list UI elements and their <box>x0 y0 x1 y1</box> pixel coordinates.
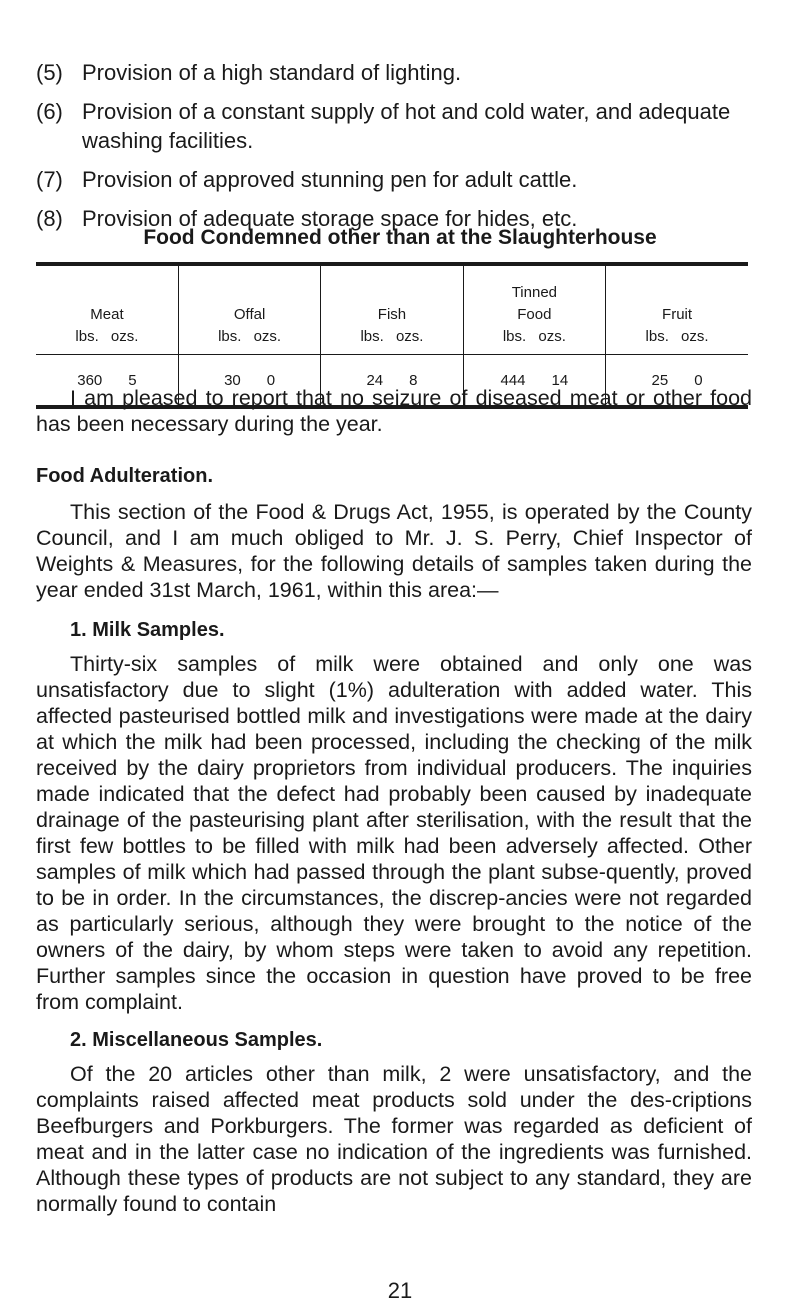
column-unit: lbs. ozs. <box>75 328 139 345</box>
ozs-value: 14 <box>551 371 569 389</box>
column-name: Offal <box>233 306 266 323</box>
lbs-value: 24 <box>366 371 384 389</box>
ozs-value: 5 <box>128 371 137 389</box>
list-item-text: Provision of a high standard of lighting. <box>82 60 462 85</box>
column-header-tinned-food <box>463 266 605 355</box>
table-header-row <box>36 266 748 355</box>
list-item-text: Provision of approved stunning pen for adult cattle. <box>82 167 578 192</box>
food-adulteration-heading: Food Adulteration. <box>36 465 214 487</box>
column-header-meat <box>36 266 178 355</box>
misc-samples-heading: 2. Miscellaneous Samples. <box>70 1029 323 1051</box>
list-item-number: (7) <box>36 167 63 192</box>
provisions-list <box>36 58 776 243</box>
list-item-text: Provision of adequate storage space for hides, etc. <box>82 206 578 231</box>
column-header-fruit <box>606 266 748 355</box>
milk-samples-paragraph: Thirty-six samples of milk were obtained and only one was unsatisfactory due to slight (1%) adulteration with added water. This affected pasteurised bottled milk and investigations were made at the dairy at which the milk had been processed, including the checking of the milk received by the dairy proprietors from individual producers. The inquiries made indicated that the defect had probably been caused by inadequate drainage of the pasteurising plant after sterilisation, with the result that the first few bottles to be filled with milk had been adversely affected. Other samples of milk which had passed through the plant subse-quently, proved to be in order. In the circumstances, the discrep-ancies were not regarded as particularly serious, although they were brought to the notice of the owners of the dairy, by whom steps were taken to avoid any repetition. Further samples since the occasion in question have proved to be free from complaint. <box>36 652 752 1014</box>
list-item <box>36 165 776 194</box>
column-name: Fish <box>377 306 407 323</box>
lbs-value: 444 <box>500 371 526 389</box>
food-adulteration-intro: This section of the Food & Drugs Act, 1955, is operated by the County Council, and I am much obliged to Mr. J. S. Perry, Chief Inspector of Weights & Measures, for the following details of samples taken during the year ended 31st March, 1961, within this area:— <box>36 500 752 602</box>
column-unit: lbs. ozs. <box>645 328 709 345</box>
ozs-value: 0 <box>694 371 703 389</box>
page-number: 21 <box>387 1278 413 1303</box>
food-condemned-heading: Food Condemned other than at the Slaughterhouse <box>143 226 657 249</box>
column-name: Fruit <box>662 306 693 323</box>
list-item-text: Provision of a constant supply of hot and cold water, and adequate washing facilities. <box>82 99 731 153</box>
list-item-number: (5) <box>36 60 63 85</box>
lbs-value: 360 <box>77 371 103 389</box>
lbs-value: 25 <box>651 371 669 389</box>
misc-samples-paragraph: Of the 20 articles other than milk, 2 were unsatisfactory, and the complaints raised affected meat products sold under the des-criptions Beefburgers and Porkburgers. The former was regarded as deficient of meat and in the latter case no indication of the ingredients was furnished. Although these types of products are not subject to any standard, they are normally found to contain <box>36 1062 752 1216</box>
milk-samples-heading: 1. Milk Samples. <box>70 619 225 641</box>
column-header-fish <box>321 266 463 355</box>
ozs-value: 8 <box>409 371 418 389</box>
column-name: Tinned Food <box>511 284 558 323</box>
column-header-offal <box>178 266 320 355</box>
lbs-value: 30 <box>224 371 241 389</box>
column-name: Meat <box>90 306 124 323</box>
list-item-number: (8) <box>36 206 63 231</box>
seizure-paragraph: I am pleased to report that no seizure of diseased meat or other food has been necessary during the year. <box>36 386 752 436</box>
column-unit: lbs. ozs. <box>218 328 282 345</box>
list-item <box>36 58 776 87</box>
column-unit: lbs. ozs. <box>502 328 566 345</box>
report-body <box>36 385 752 1217</box>
ozs-value: 0 <box>266 371 276 389</box>
column-unit: lbs. ozs. <box>360 328 424 345</box>
list-item-number: (6) <box>36 99 63 124</box>
list-item <box>36 97 776 155</box>
